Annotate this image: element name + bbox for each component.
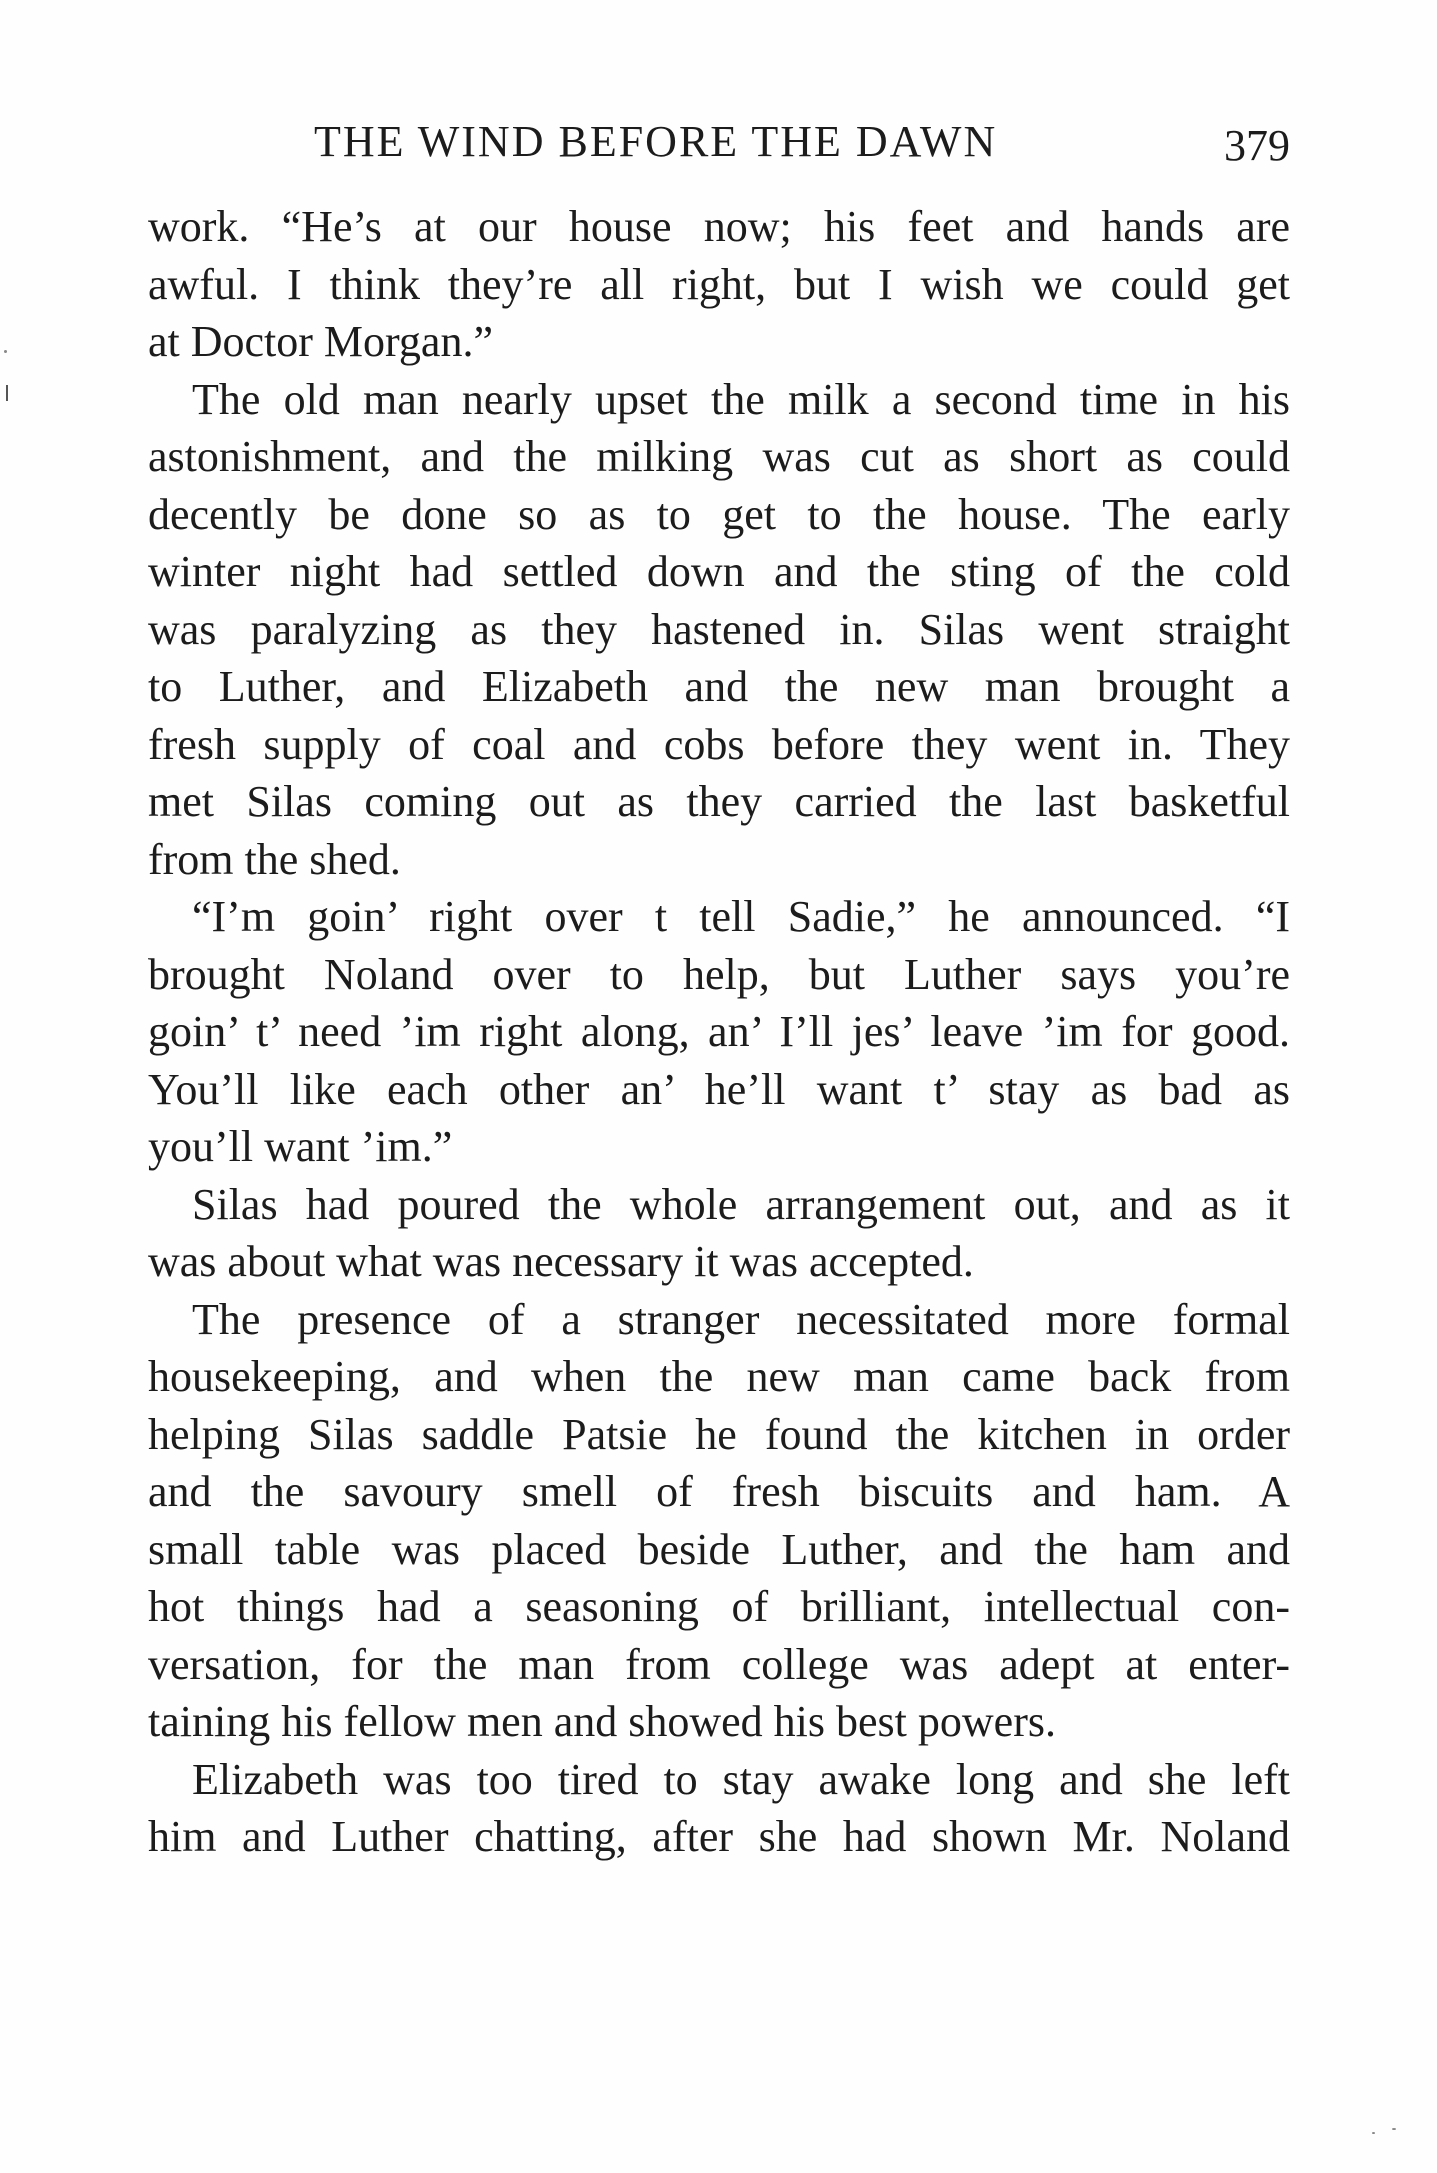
text-line: brought Noland over to help, but Luther says you’re xyxy=(148,949,1290,999)
text-line: him and Luther chatting, after she had shown Mr. Noland xyxy=(148,1812,1290,1861)
text-line: Elizabeth was too tired to stay awake long and she left xyxy=(192,1754,1290,1804)
text-line: versation, for the man from college was adept at enter- xyxy=(148,1639,1290,1689)
text-line: The presence of a stranger necessitated more formal xyxy=(192,1294,1290,1344)
text-line: housekeeping, and when the new man came back from xyxy=(148,1352,1290,1401)
running-title: THE WIND BEFORE THE DAWN xyxy=(314,117,998,166)
body-text xyxy=(148,198,1290,1866)
text-line: winter night had settled down and the sting of the cold xyxy=(148,547,1290,596)
text-line: taining his fellow men and showed his best powers. xyxy=(148,1697,1056,1746)
text-line: You’ll like each other an’ he’ll want t’ stay as bad as xyxy=(148,1064,1290,1114)
text-line: helping Silas saddle Patsie he found the kitchen in order xyxy=(148,1409,1290,1459)
text-line: hot things had a seasoning of brilliant, intellectual con- xyxy=(148,1582,1290,1631)
margin-speck xyxy=(1392,2128,1396,2130)
text-line: was paralyzing as they hastened in. Silas went straight xyxy=(148,604,1290,654)
text-line: small table was placed beside Luther, and the ham and xyxy=(148,1524,1290,1574)
text-line: goin’ t’ need ’im right along, an’ I’ll jes’ leave ’im for good. xyxy=(148,1007,1290,1056)
text-line: Silas had poured the whole arrangement out, and as it xyxy=(192,1179,1290,1229)
text-line: awful. I think they’re all right, but I wish we could get xyxy=(148,259,1290,309)
text-line: was about what was necessary it was accepted. xyxy=(148,1237,974,1286)
text-line: decently be done so as to get to the house. The early xyxy=(148,489,1290,539)
text-line: from the shed. xyxy=(148,834,401,884)
margin-speck xyxy=(4,350,7,353)
text-line: “I’m goin’ right over t tell Sadie,” he announced. “I xyxy=(192,892,1290,941)
text-line: fresh supply of coal and cobs before they went in. They xyxy=(148,719,1290,769)
text-line: and the savoury smell of fresh biscuits and ham. A xyxy=(148,1467,1290,1516)
text-line: at Doctor Morgan.” xyxy=(148,317,493,366)
text-line: you’ll want ’im.” xyxy=(148,1122,453,1171)
margin-mark xyxy=(6,385,8,401)
text-line: astonishment, and the milking was cut as short as could xyxy=(148,432,1290,481)
text-line: work. “He’s at our house now; his feet and hands are xyxy=(148,202,1290,251)
margin-speck xyxy=(1372,2132,1375,2134)
text-line: to Luther, and Elizabeth and the new man brought a xyxy=(148,662,1290,711)
text-line: met Silas coming out as they carried the last basketful xyxy=(148,777,1290,826)
text-line: The old man nearly upset the milk a second time in his xyxy=(192,374,1290,424)
page-number: 379 xyxy=(1224,121,1290,170)
running-head xyxy=(148,112,1290,172)
